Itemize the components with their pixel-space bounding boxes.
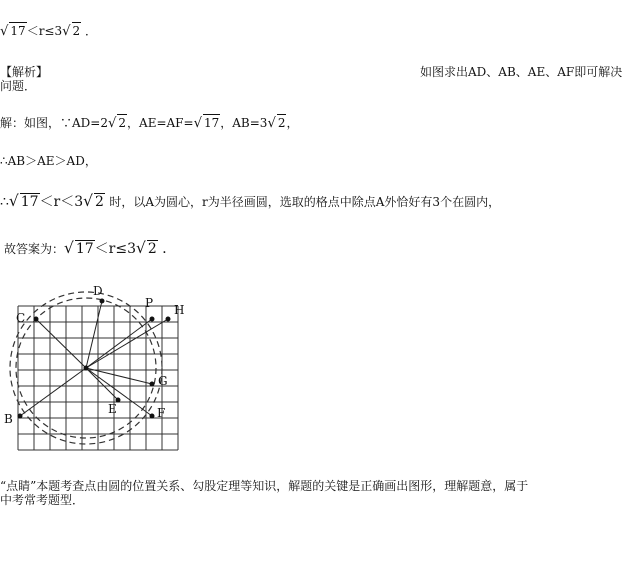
label-b: B [4,412,13,426]
sqrt-17: √ 17 [0,24,26,39]
analysis-text-cont: 问题． [0,79,37,93]
analysis-tag: 【解析】 [0,65,49,79]
sqrt-2: √ 2 [62,24,81,39]
comment-line-2: 中考常考题型． [0,493,85,507]
label-h: H [174,303,185,317]
analysis-text: 如图求出AD、AB、AE、AF即可解决 [420,65,623,79]
answer-line: 故答案为：√ 17＜r≤3√ 2 ． [4,239,177,257]
grid-figure [0,278,200,458]
comment-line-1: “点睛”本题考查点由圆的位置关系、勾股定理等知识，解题的关键是正确画出图形，理解题意，属于 [0,479,529,493]
label-f: F [157,406,166,420]
answer-line-top: √ 17＜r≤3√ 2 ． [0,24,98,39]
grid-svg [0,278,200,458]
label-c: C [16,311,26,325]
label-e: E [108,402,117,416]
condition-line: ∴√ 17＜r＜3√ 2 时，以A为圆心，r为半径画圆，选取的格点中除点A外恰好有3个在圆内， [0,192,501,210]
label-d: D [93,284,103,298]
comparison-line: ∴AB＞AE＞AD， [0,154,97,168]
label-p: P [145,296,154,310]
label-g: G [158,374,168,388]
solution-line: 解：如图，∵AD=2√ 2，AE=AF=√ 17，AB=3√ 2， [0,116,299,131]
